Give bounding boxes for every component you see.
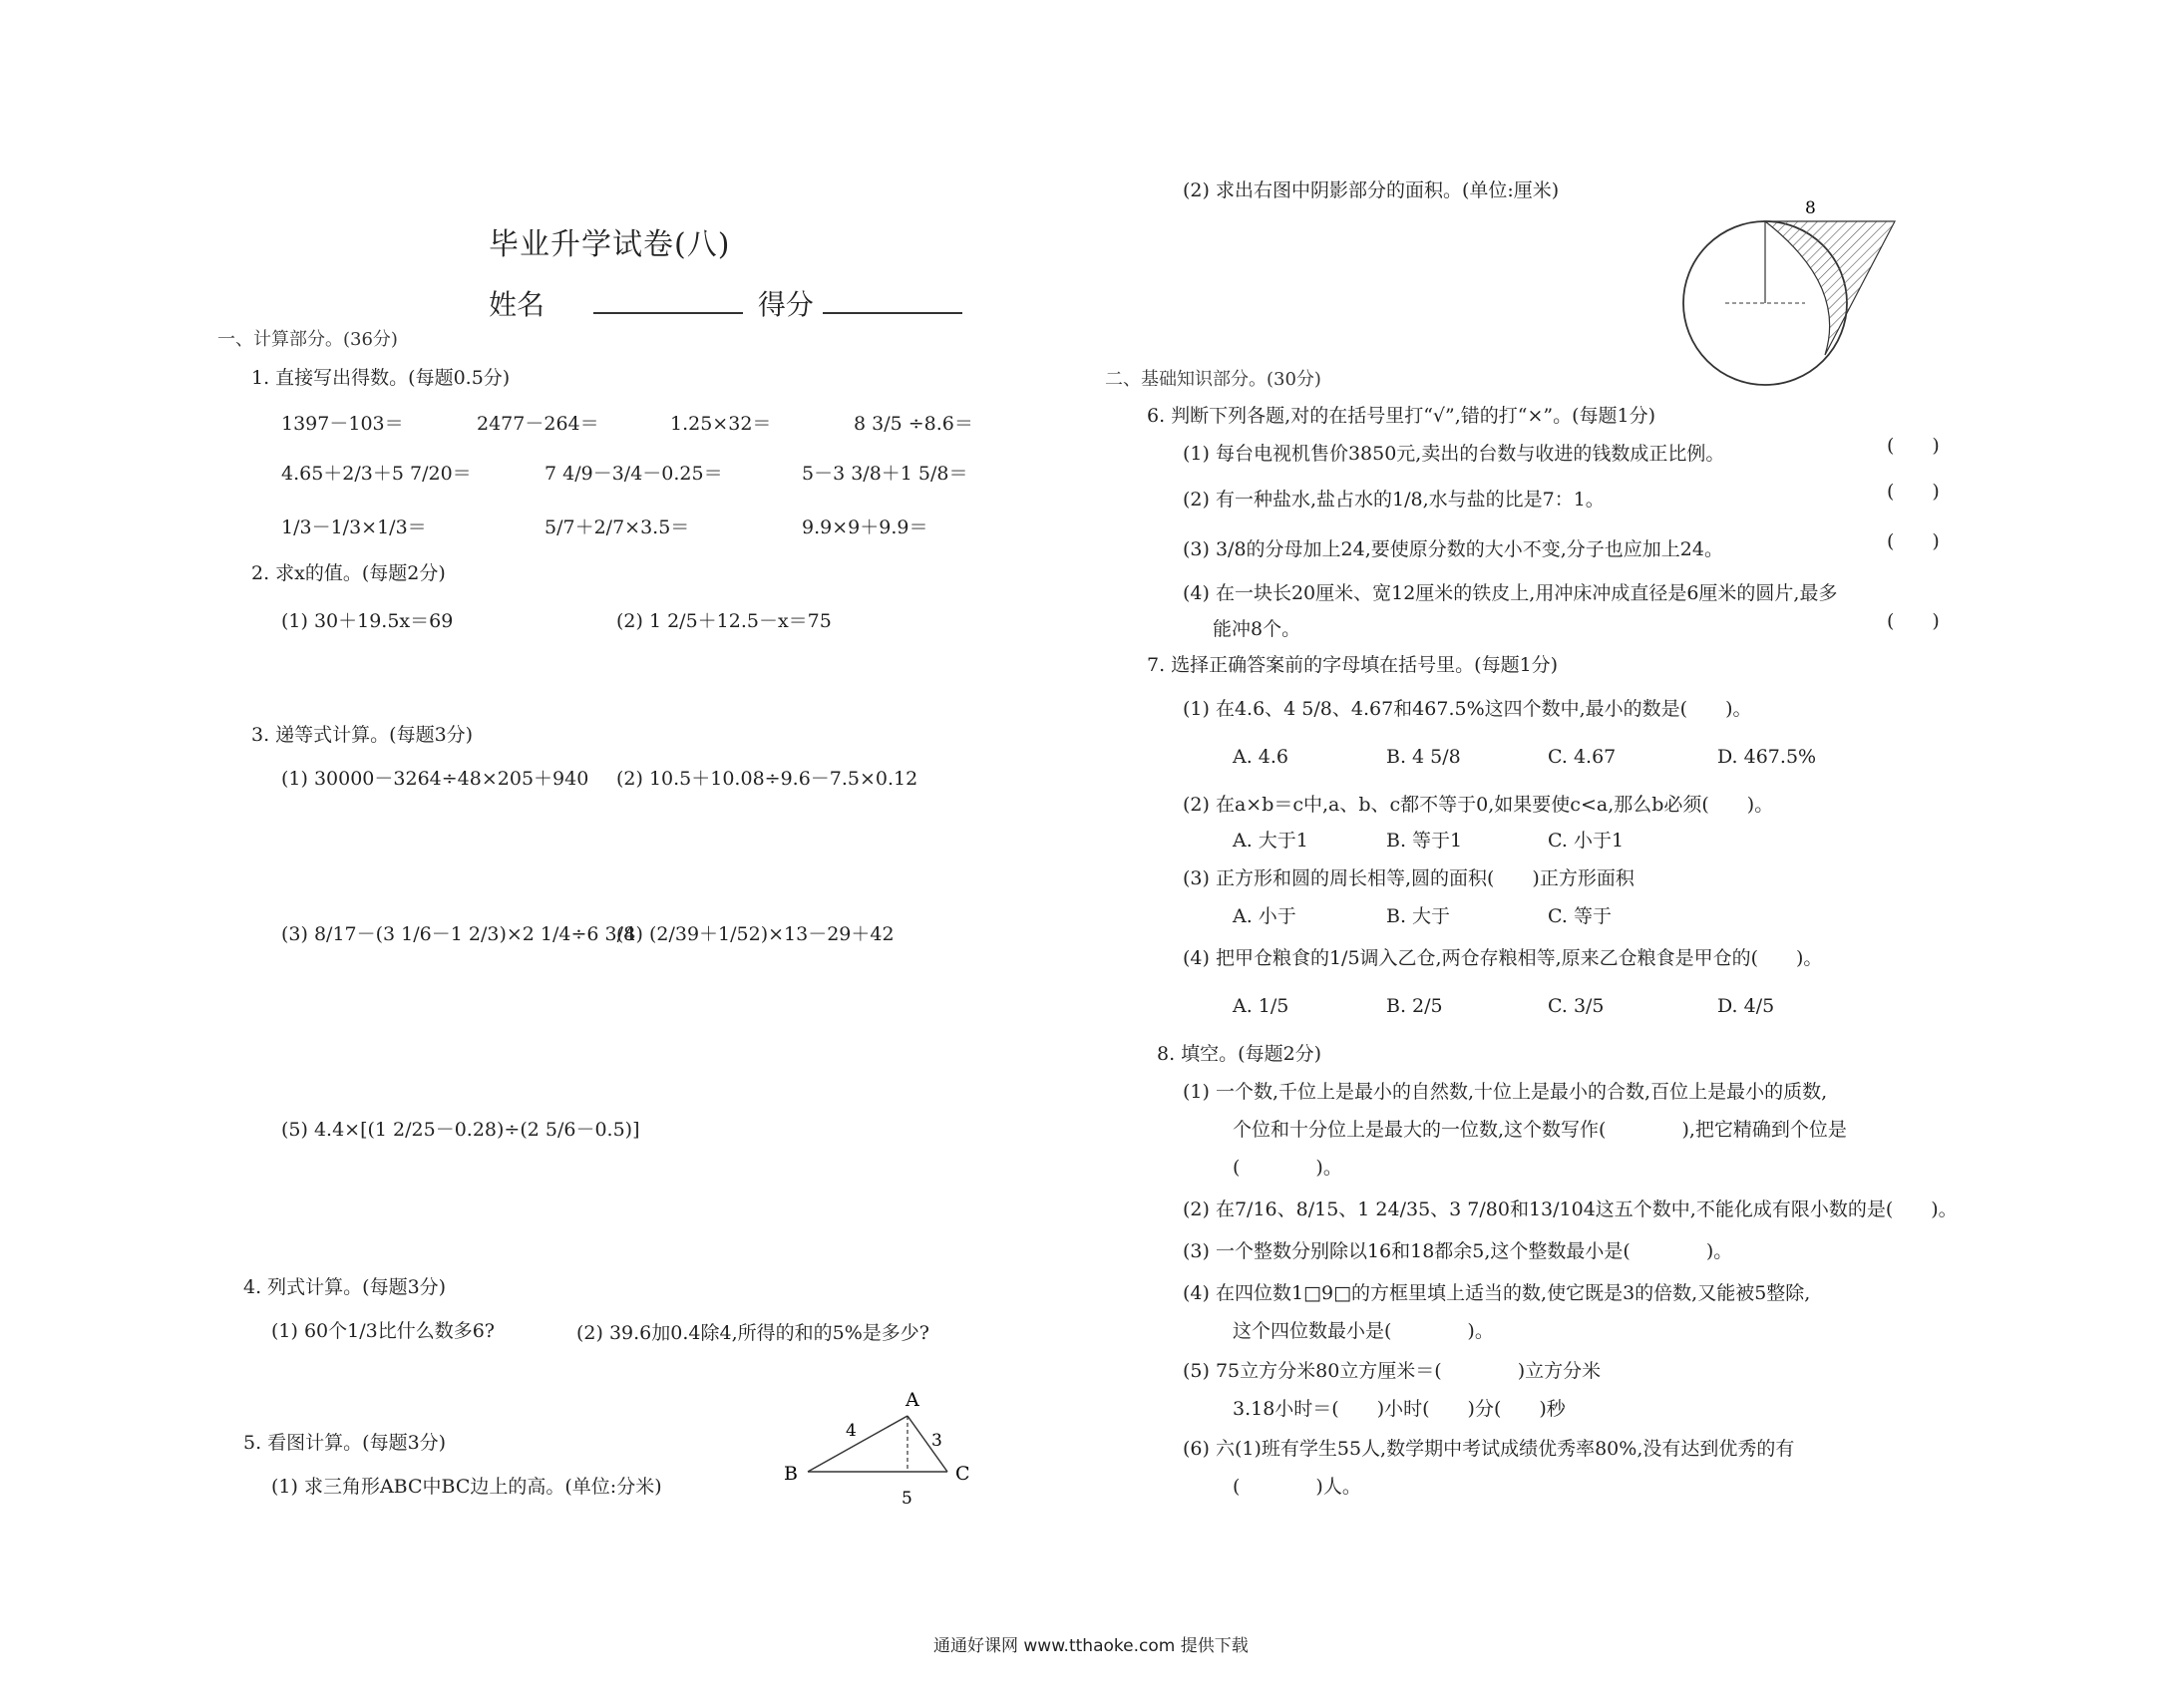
q8-line: 这个四位数最小是( )。 (1233, 1320, 1494, 1342)
side-bc-label: 5 (902, 1489, 912, 1509)
q7-option[interactable]: B. 大于 (1386, 905, 1451, 927)
q1-item: 8 3/5 ÷8.6＝ (854, 413, 973, 435)
q7-option[interactable]: C. 小于1 (1548, 830, 1625, 852)
q1-item: 5－3 3/8＋1 5/8＝ (802, 463, 968, 485)
q6-item: (4) 在一块长20厘米、宽12厘米的铁皮上,用冲床冲成直径是6厘米的圆片,最多 (1183, 582, 1838, 604)
side-ab (808, 1416, 908, 1472)
q7-option[interactable]: D. 4/5 (1717, 995, 1775, 1017)
q8-line: (3) 一个整数分别除以16和18都余5,这个整数最小是( )。 (1183, 1240, 1733, 1262)
q8-line: ( )。 (1233, 1157, 1342, 1179)
q8-line: (5) 75立方分米80立方厘米＝( )立方分米 (1183, 1360, 1602, 1382)
judge-paren[interactable]: ( ) (1887, 481, 1940, 503)
q6-item: (1) 每台电视机售价3850元,卖出的台数与收进的钱数成正比例。 (1183, 443, 1725, 465)
score-label: 得分 (757, 288, 814, 321)
q5-2-heading: (2) 求出右图中阴影部分的面积。(单位:厘米) (1183, 179, 1560, 201)
footer-credit: 通通好课网 www.tthaoke.com 提供下载 (933, 1636, 1249, 1656)
q7-option[interactable]: A. 1/5 (1233, 995, 1289, 1017)
q2-heading: 2. 求x的值。(每题2分) (251, 562, 446, 584)
q2-item: (1) 30＋19.5x＝69 (281, 610, 454, 632)
judge-paren[interactable]: ( ) (1887, 530, 1940, 552)
q1-item: 4.65＋2/3＋5 7/20＝ (281, 463, 472, 485)
q7-option[interactable]: B. 2/5 (1386, 995, 1443, 1017)
q7-option[interactable]: B. 4 5/8 (1386, 746, 1461, 768)
q7-4-text: (4) 把甲仓粮食的1/5调入乙仓,两仓存粮相等,原来乙仓粮食是甲仓的( )。 (1183, 947, 1823, 969)
q7-option[interactable]: D. 467.5% (1717, 746, 1817, 768)
q4-item: (2) 39.6加0.4除4,所得的和的5%是多少? (576, 1322, 929, 1344)
section-1-heading: 一、计算部分。(36分) (217, 329, 398, 350)
q7-option[interactable]: C. 4.67 (1548, 746, 1617, 768)
length-label: 8 (1805, 198, 1816, 218)
q1-item: 7 4/9－3/4－0.25＝ (545, 463, 723, 485)
q8-line: ( )人。 (1233, 1476, 1361, 1498)
q7-option[interactable]: A. 4.6 (1233, 746, 1289, 768)
q1-item: 1/3－1/3×1/3＝ (281, 516, 427, 538)
q7-3-text: (3) 正方形和圆的周长相等,圆的面积( )正方形面积 (1183, 867, 1634, 889)
vertex-c-label: C (955, 1463, 970, 1485)
q6-item: (3) 3/8的分母加上24,要使原分数的大小不变,分子也应加上24。 (1183, 538, 1723, 560)
q6-item: (2) 有一种盐水,盐占水的1/8,水与盐的比是7：1。 (1183, 489, 1605, 511)
shaded-region (1765, 221, 1895, 355)
judge-paren[interactable]: ( ) (1887, 435, 1940, 457)
q3-item: (5) 4.4×[(1 2/25－0.28)÷(2 5/6－0.5)] (281, 1119, 640, 1141)
q3-item: (1) 30000－3264÷48×205＋940 (281, 768, 589, 790)
q7-option[interactable]: B. 等于1 (1386, 830, 1463, 852)
q4-item: (1) 60个1/3比什么数多6? (271, 1320, 495, 1342)
q1-item: 1.25×32＝ (670, 413, 772, 435)
q7-option[interactable]: C. 等于 (1548, 905, 1612, 927)
q7-option[interactable]: C. 3/5 (1548, 995, 1605, 1017)
q5-item: (1) 求三角形ABC中BC边上的高。(单位:分米) (271, 1476, 662, 1498)
q1-item: 5/7＋2/7×3.5＝ (545, 516, 690, 538)
q7-heading: 7. 选择正确答案前的字母填在括号里。(每题1分) (1147, 654, 1559, 676)
q6-heading: 6. 判断下列各题,对的在括号里打“√”,错的打“×”。(每题1分) (1147, 405, 1656, 427)
q3-item: (3) 8/17－(3 1/6－1 2/3)×2 1/4÷6 3/8 (281, 923, 636, 945)
q8-line: (6) 六(1)班有学生55人,数学期中考试成绩优秀率80%,没有达到优秀的有 (1183, 1438, 1795, 1460)
q8-line: (2) 在7/16、8/15、1 24/35、3 7/80和13/104这五个数中,不能化成有限小数的是( )。 (1183, 1198, 1958, 1220)
q1-item: 9.9×9＋9.9＝ (802, 516, 928, 538)
q1-item: 2477－264＝ (477, 413, 599, 435)
q7-2-text: (2) 在a×b＝c中,a、b、c都不等于0,如果要使c<a,那么b必须( )。 (1183, 794, 1774, 816)
q5-heading: 5. 看图计算。(每题3分) (243, 1432, 447, 1454)
q3-heading: 3. 递等式计算。(每题3分) (251, 724, 474, 746)
q7-option[interactable]: A. 大于1 (1233, 830, 1308, 852)
score-blank[interactable] (823, 312, 962, 314)
q4-heading: 4. 列式计算。(每题3分) (243, 1276, 447, 1298)
q8-line: (1) 一个数,千位上是最小的自然数,十位上是最小的合数,百位上是最小的质数, (1183, 1081, 1828, 1103)
q8-line: (4) 在四位数1□9□的方框里填上适当的数,使它既是3的倍数,又能被5整除, (1183, 1282, 1811, 1304)
q7-option[interactable]: A. 小于 (1233, 905, 1296, 927)
q1-item: 1397－103＝ (281, 413, 404, 435)
circle-figure (1665, 195, 1925, 395)
q1-heading: 1. 直接写出得数。(每题0.5分) (251, 367, 511, 389)
name-blank[interactable] (593, 312, 743, 314)
q8-heading: 8. 填空。(每题2分) (1157, 1043, 1322, 1065)
vertex-b-label: B (784, 1463, 798, 1485)
triangle-figure (768, 1376, 987, 1516)
q7-1-text: (1) 在4.6、4 5/8、4.67和467.5%这四个数中,最小的数是( )。 (1183, 698, 1752, 720)
q3-item: (4) (2/39＋1/52)×13－29＋42 (616, 923, 895, 945)
section-2-heading: 二、基础知识部分。(30分) (1105, 369, 1321, 390)
vertex-a-label: A (906, 1389, 919, 1411)
side-ac-label: 3 (931, 1431, 942, 1451)
q3-item: (2) 10.5＋10.08÷9.6－7.5×0.12 (616, 768, 918, 790)
name-score-line (489, 283, 962, 323)
q2-item: (2) 1 2/5＋12.5－x＝75 (616, 610, 832, 632)
name-label: 姓名 (489, 288, 545, 321)
side-ab-label: 4 (846, 1421, 857, 1441)
exam-title: 毕业升学试卷(八) (489, 227, 731, 262)
q6-item: 能冲8个。 (1213, 618, 1301, 640)
judge-paren[interactable]: ( ) (1887, 610, 1940, 632)
q8-line: 个位和十分位上是最大的一位数,这个数写作( ),把它精确到个位是 (1233, 1119, 1847, 1141)
q8-line: 3.18小时＝( )小时( )分( )秒 (1233, 1398, 1566, 1420)
